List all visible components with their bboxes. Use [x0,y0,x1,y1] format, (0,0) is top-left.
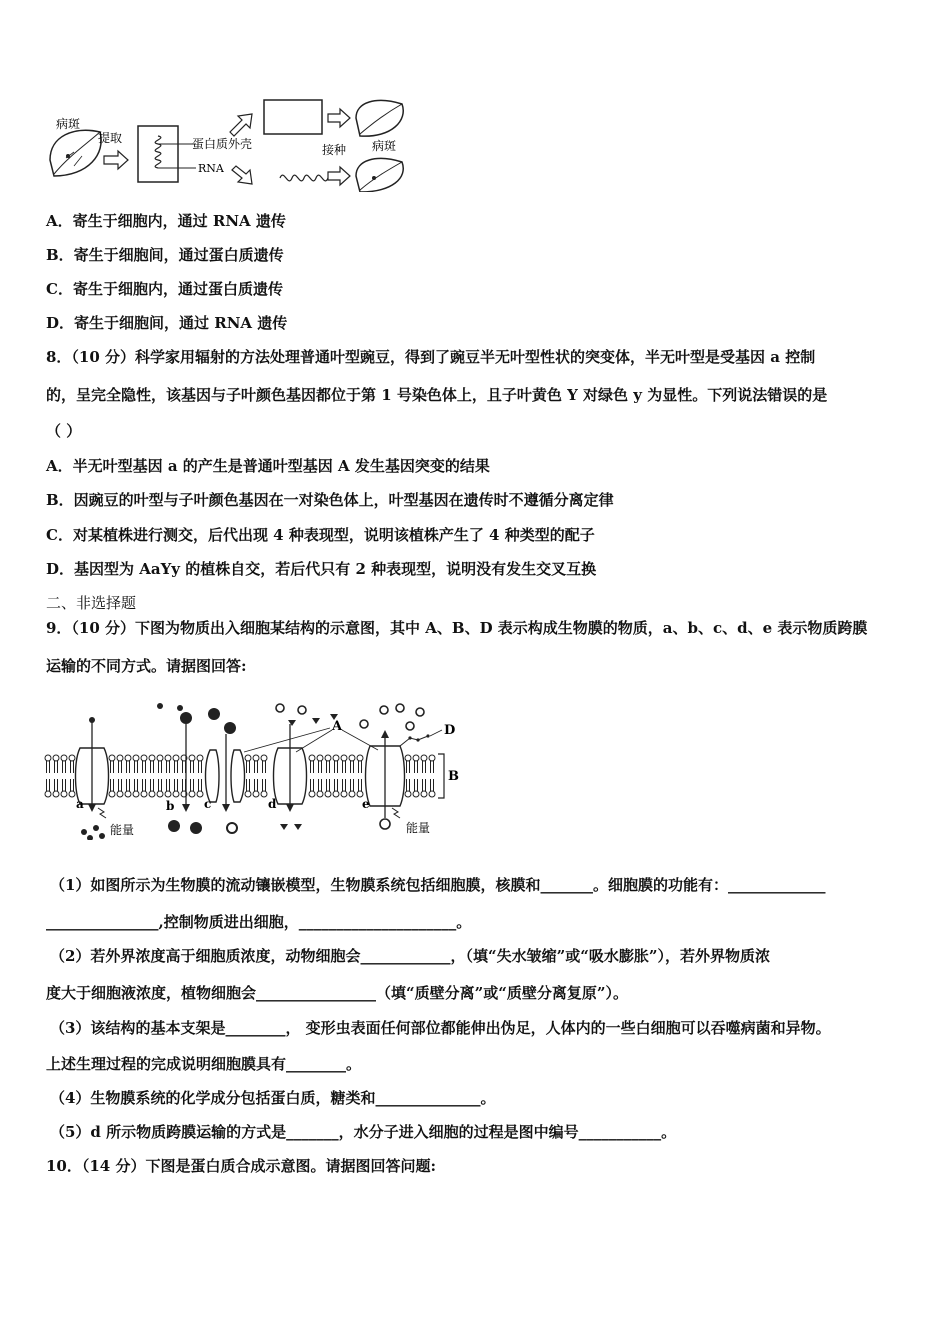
q9-sub3-line2: 上述生理过程的完成说明细胞膜具有________。 [46,1055,362,1073]
q9-sub4: （4）生物膜系统的化学成分包括蛋白质，糖类和______________。 [50,1089,496,1107]
virus-experiment-figure [44,96,414,192]
arrow-icon [328,167,350,185]
q8-option-d: D．基因型为 AaYy 的植株自交，若后代只有 2 种表现型，说明没有发生交叉互换 [46,560,597,578]
leaf-icon-right-bottom [356,158,403,192]
q8-option-b: B．因豌豆的叶型与子叶颜色基因在一对染色体上，叶型基因在遗传时不遵循分离定律 [46,491,614,509]
label-disease-spot-left: 病斑 [56,117,81,131]
q7-option-a: A．寄生于细胞内，通过 RNA 遗传 [46,212,286,230]
channel-protein-c [206,750,245,802]
label-energy-left: 能量 [110,823,135,837]
q10-stem: 10．（14 分）下图是蛋白质合成示意图。请据图回答问题: [46,1157,437,1175]
q9-sub2-line2: 度大于细胞液浓度，植物细胞会________________（填“质壁分离”或“质壁分离复原”）。 [46,984,629,1002]
q9-sub1-line2: _______________,控制物质进出细胞，_____________________。 [46,913,472,931]
q8-stem-line2: 的，呈完全隐性，该基因与子叶颜色基因都位于第 1 号染色体上，且子叶黄色 Y 对绿色 y 为显性。下列说法错误的是 [46,386,828,404]
label-disease-spot-right: 病斑 [372,139,397,153]
section-title: 二、非选择题 [46,594,137,612]
label-D: D [444,723,456,738]
q8-option-c: C．对某植株进行测交，后代出现 4 种表现型，说明该植株产生了 4 种类型的配子 [46,526,595,544]
q9-sub5: （5）d 所示物质跨膜运输的方式是_______，水分子进入细胞的过程是图中编号___________。 [50,1123,677,1141]
arrow-icon [230,114,252,136]
leaf-icon-left [50,130,101,176]
label-energy-right: 能量 [406,821,431,835]
label-e: e [362,797,370,811]
q7-option-d: D．寄生于细胞间，通过 RNA 遗传 [46,314,288,332]
virus-box [138,126,178,182]
label-extract: 提取 [98,131,123,145]
label-inoculate: 接种 [322,143,347,157]
q9-stem-line2: 运输的不同方式。请据图回答: [46,657,247,675]
q7-option-c: C．寄生于细胞内，通过蛋白质遗传 [46,280,283,298]
label-protein-coat: 蛋白质外壳 [192,137,253,151]
label-b: b [166,799,175,813]
q8-stem-line3: （ ） [46,422,82,440]
q9-stem-line1: 9．（10 分）下图为物质出入细胞某结构的示意图，其中 A、B、D 表示构成生物膜的物质，a、b、c、d、e 表示物质跨膜 [46,619,868,637]
q8-stem-line1: 8．（10 分）科学家用辐射的方法处理普通叶型豌豆，得到了豌豆半无叶型性状的突变体，半无叶型是受基因 a 控制 [46,348,816,366]
arrow-icon [232,166,252,184]
arrow-icon [328,109,350,127]
q9-sub3-line1: （3）该结构的基本支架是________， 变形虫表面任何部位都能伸出伪足，人体内的一些白细胞可以吞噬病菌和异物。 [50,1019,831,1037]
leaf-icon-right-top [356,100,403,136]
q9-sub2-line1: （2）若外界浓度高于细胞质浓度，动物细胞会____________，（填“失水皱缩”或“吸水膨胀”），若外界物质浓 [50,947,770,965]
q8-option-a: A．半无叶型基因 a 的产生是普通叶型基因 A 发生基因突变的结果 [46,457,490,475]
label-c: c [204,797,212,811]
label-a: a [76,797,84,811]
q9-sub1-line1: （1）如图所示为生物膜的流动镶嵌模型，生物膜系统包括细胞膜，核膜和_______。细胞膜的功能有：_____________ [50,876,826,894]
label-B: B [448,769,459,784]
empty-coat-box [264,100,322,134]
arrow-icon [104,151,128,169]
label-rna: RNA [198,162,224,175]
label-d: d [268,797,277,811]
label-A: A [332,719,343,734]
membrane-transport-figure [44,700,470,840]
q7-option-b: B．寄生于细胞间，通过蛋白质遗传 [46,246,284,264]
